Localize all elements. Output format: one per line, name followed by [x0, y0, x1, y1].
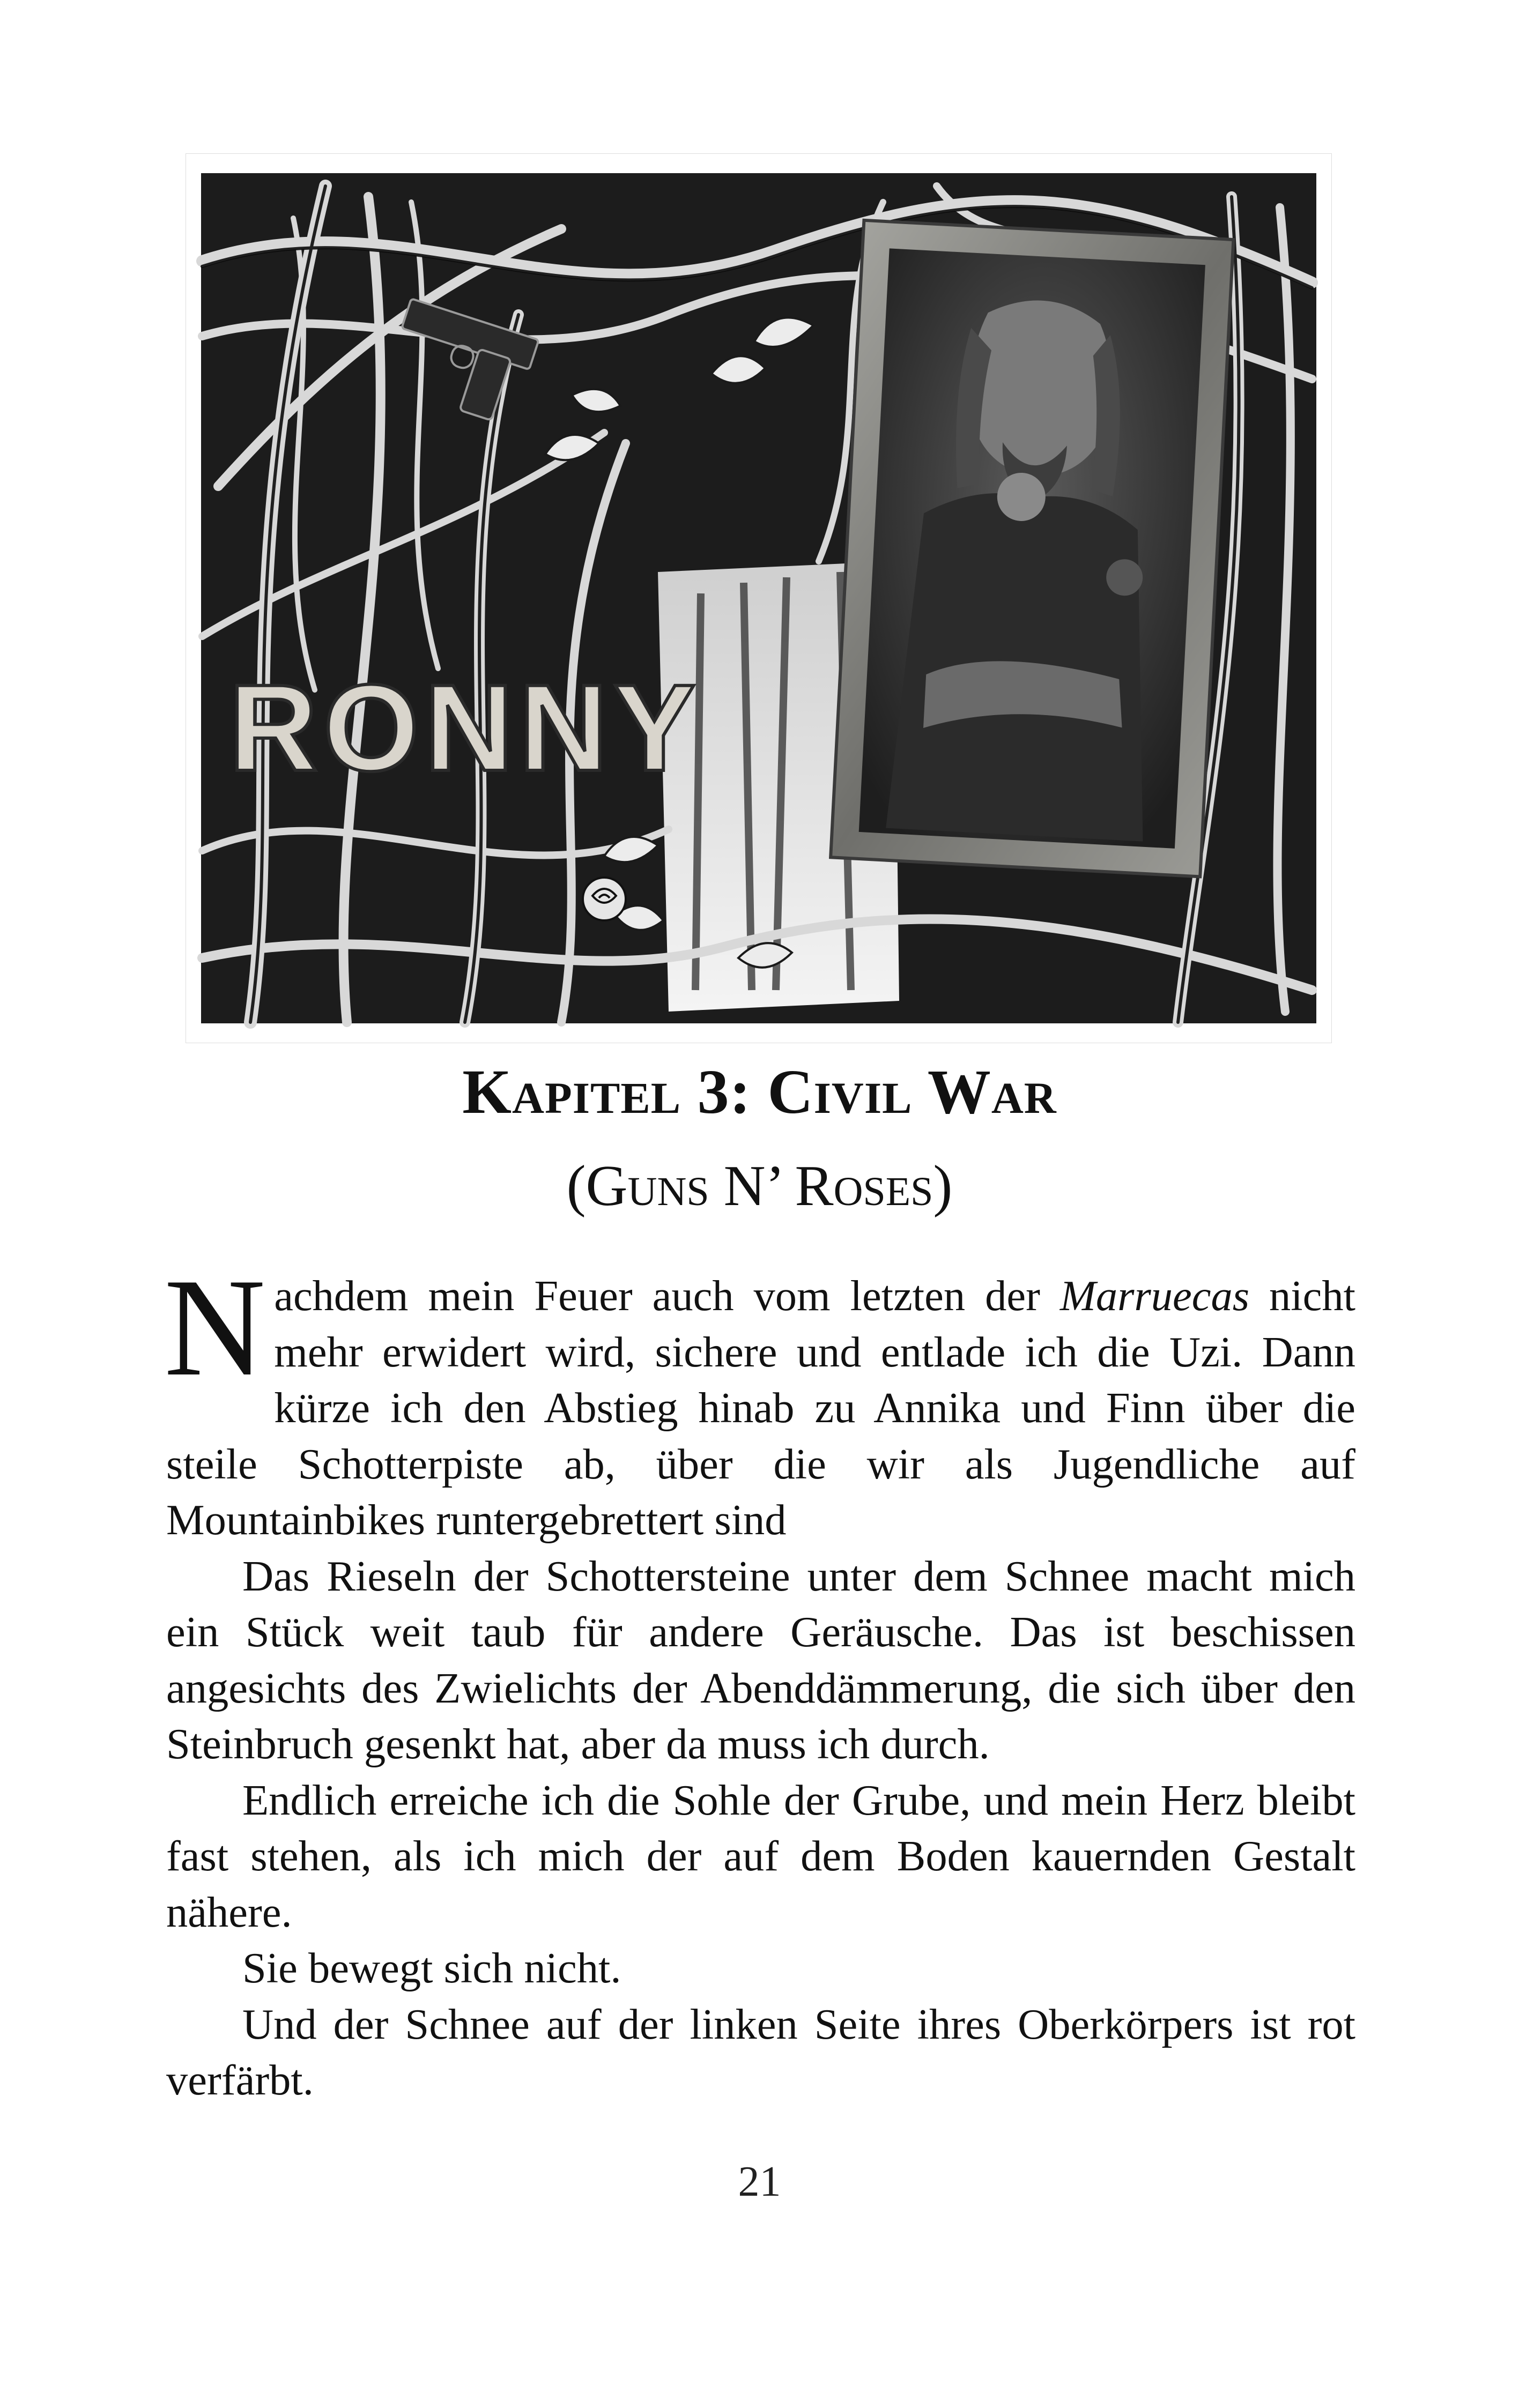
paragraph-1 — [164, 1250, 1355, 1549]
body-text — [164, 1250, 1355, 2109]
paragraph-5: Und der Schnee auf der linken Seite ihres Oberkörpers ist rot verfärbt. — [166, 2000, 1355, 2104]
illustration-svg — [186, 154, 1331, 1043]
paragraph-2: Das Rieseln der Schottersteine unter dem Schnee macht mich ein Stück weit taub für andere Geräusche. Das ist beschissen angesichts des Zwielichts der Abenddämmerung, die sich über den Steinbruch gesenkt hat, aber da muss ich durch. — [166, 1552, 1355, 1768]
chapter-title: Kapitel 3: Civil War — [462, 1057, 1057, 1127]
chapter-illustration — [186, 153, 1332, 1043]
name-lettering: RONNY — [228, 659, 701, 797]
paragraph-1-text: achdem mein Feuer auch vom letzten der — [274, 1272, 1060, 1320]
rose-icon — [583, 878, 626, 920]
paragraph-4: Sie bewegt sich nicht. — [242, 1944, 621, 1992]
portrait-frame — [831, 220, 1233, 876]
chapter-subtitle: (Guns N’ Roses) — [566, 1154, 953, 1218]
drop-cap: N — [164, 1250, 266, 1405]
paragraph-1-rest: nicht mehr erwidert wird, sichere und entlade ich die Uzi. Dann kürze ich den Abstieg hinab zu Annika und Finn über die steile Schotterpiste ab, über die wir als Jugendliche auf Mountainbikes runtergebrettert sind — [166, 1272, 1355, 1544]
paragraph-3: Endlich erreiche ich die Sohle der Grube, und mein Herz bleibt fast stehen, als ich mich der auf dem Boden kauernden Gestalt nähere. — [166, 1776, 1355, 1936]
paragraph-1-italic: Marruecas — [1059, 1272, 1250, 1320]
page-number: 21 — [738, 2158, 781, 2205]
